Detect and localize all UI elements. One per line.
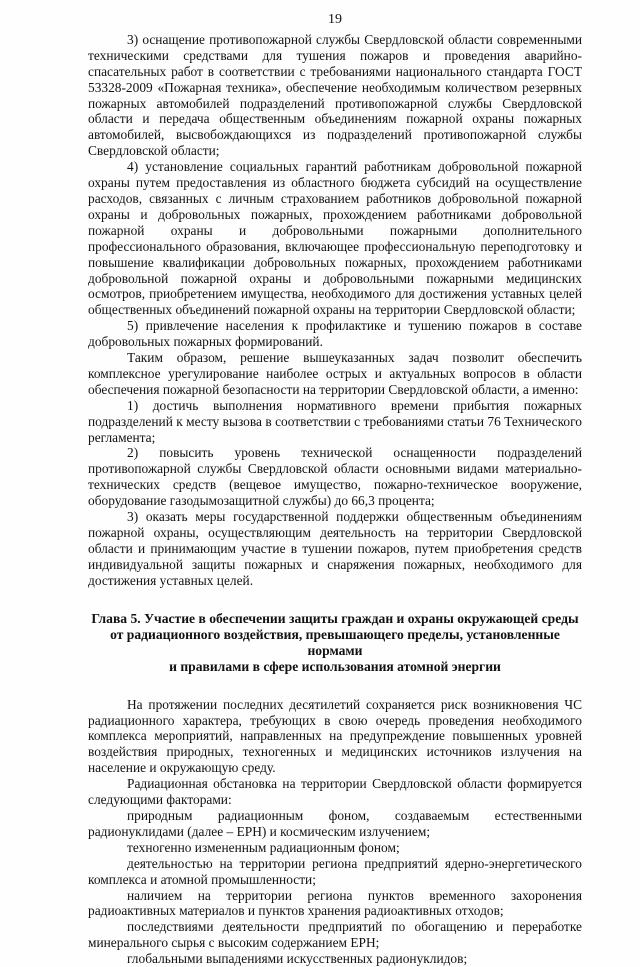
paragraph-goal-1: 1) достичь выполнения нормативного времени прибытия пожарных подразделений к месту вызова в соответствии с требованиями статьи 76 Технического регламента; [88,397,582,445]
paragraph-goal-3: 3) оказать меры государственной поддержки общественным объединениям пожарной охраны, осуществляющим деятельность на территории Свердловской области и принимающим участие в тушении пожаров, путем приобретения средств индивидуальной защиты пожарных и снаряжения пожарных, необходимого для достижения уставных целей. [88,509,582,588]
chapter-heading-line: от радиационного воздействия, превышающего пределы, установленные нормами [110,626,560,658]
factor-item: последствиями деятельности предприятий по обогащению и переработке минерального сырья с высоким содержанием ЕРН; [88,919,582,951]
paragraph-item-4: 4) установление социальных гарантий работникам добровольной пожарной охраны путем предоставления из областного бюджета субсидий на осуществление расходов, связанных с личным страхованием работников добровольной пожарной охраны и добровольных пожарных, прохождением работниками добровольной пожарной охраны и добровольными пожарными дополнительного профессионального образования, включающее профессиональную переподготовку и повышение квалификации добровольных пожарных, прохождением работниками добровольной пожарной охраны и добровольными пожарными медицинских осмотров, приобретением имущества, необходимого для достижения уставных целей общественных объединений пожарной охраны на территории Свердловской области; [88,159,582,318]
page-number: 19 [328,12,342,27]
chapter-heading [88,611,582,675]
factor-item: природным радиационным фоном, создаваемым естественными радионуклидами (далее – ЕРН) и космическим излучением; [88,807,582,839]
paragraph-summary: Таким образом, решение вышеуказанных задач позволит обеспечить комплексное урегулирование наиболее острых и актуальных вопросов в области обеспечения пожарной безопасности на территории Свердловской области, а именно: [88,350,582,397]
factor-item: наличием на территории региона пунктов временного захоронения радиоактивных материалов и пунктов хранения радиоактивных отходов; [88,887,582,919]
chapter-heading-line: Глава 5. Участие в обеспечении защиты граждан и охраны окружающей среды [91,610,579,626]
paragraph-factors-intro: Радиационная обстановка на территории Свердловской области формируется следующими факторами: [88,776,582,808]
document-page [88,12,582,967]
paragraph-goal-2: 2) повысить уровень технической оснащенности подразделений противопожарной службы Свердловской области основными видами материально-технических средств (вещевое имущество, пожарно-техническое вооружение, оборудование газодымозащитной службы) до 66,3 процента; [88,445,582,509]
paragraph-risk: На протяжении последних десятилетий сохраняется риск возникновения ЧС радиационного характера, требующих в свою очередь проведения необходимого комплекса мероприятий, направленных на предупреждение повышенных уровней воздействия природных, техногенных и медицинских источников излучения на население и окружающую среду. [88,696,582,776]
factor-item: глобальными выпадениями искусственных радионуклидов; [127,951,468,967]
factor-item: деятельностью на территории региона предприятий ядерно-энергетического комплекса и атомной промышленности; [88,855,582,887]
chapter-heading-line: и правилами в сфере использования атомной энергии [169,658,501,674]
paragraph-item-5: 5) привлечение населения к профилактике и тушению пожаров в составе добровольных пожарных формирований. [88,318,582,350]
factor-item: техногенно измененным радиационным фоном; [127,839,400,855]
paragraph-item-3: 3) оснащение противопожарной службы Свердловской области современными техническими средствами для тушения пожаров и проведения аварийно-спасательных работ в соответствии с требованиями национального стандарта ГОСТ 53328-2009 «Пожарная техника», обеспечение необходимым количеством резервных пожарных автомобилей подразделений противопожарной службы Свердловской области и передача общественным объединениям пожарной охраны пожарных автомобилей, высвобождающихся из подразделений противопожарной службы Свердловской области; [88,31,582,159]
